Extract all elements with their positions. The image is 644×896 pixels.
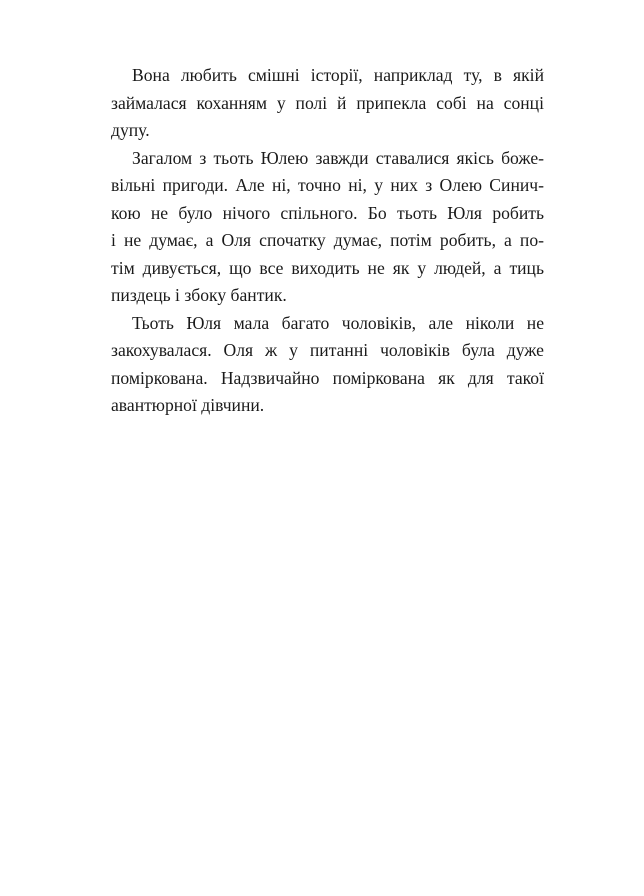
paragraph-line: дупу. [111, 120, 150, 140]
paragraph-line: Тьоть Юля мала багато чоловіків, але ніколи не [132, 312, 544, 333]
paragraph-line: пиздець і збоку бантик. [111, 285, 287, 305]
body-text [111, 62, 544, 420]
paragraph-2 [111, 145, 544, 310]
paragraph-line: поміркована. Надзвичайно поміркована як для такої [111, 367, 544, 388]
paragraph-line: Загалом з тьоть Юлею завжди ставалися якісь боже- [132, 147, 544, 168]
paragraph-line: кою не було нічого спільного. Бо тьоть Юля робить [111, 202, 544, 223]
paragraph-line: і не думає, а Оля спочатку думає, потім робить, а по- [111, 230, 544, 250]
paragraph-1 [111, 62, 544, 145]
paragraph-line: закохувалася. Оля ж у питанні чоловіків була дуже [111, 340, 544, 360]
paragraph-line: тім дивується, що все виходить не як у людей, а тиць [111, 257, 544, 278]
paragraph-line: вільні пригоди. Але ні, точно ні, у них з Олею Синич- [111, 175, 544, 195]
paragraph-line: Вона любить смішні історії, наприклад ту, в якій [132, 65, 544, 85]
paragraph-line: авантюрної дівчини. [111, 395, 265, 415]
paragraph-line: займалася коханням у полі й припекла собі на сонці [111, 92, 544, 113]
paragraph-3 [111, 310, 544, 420]
